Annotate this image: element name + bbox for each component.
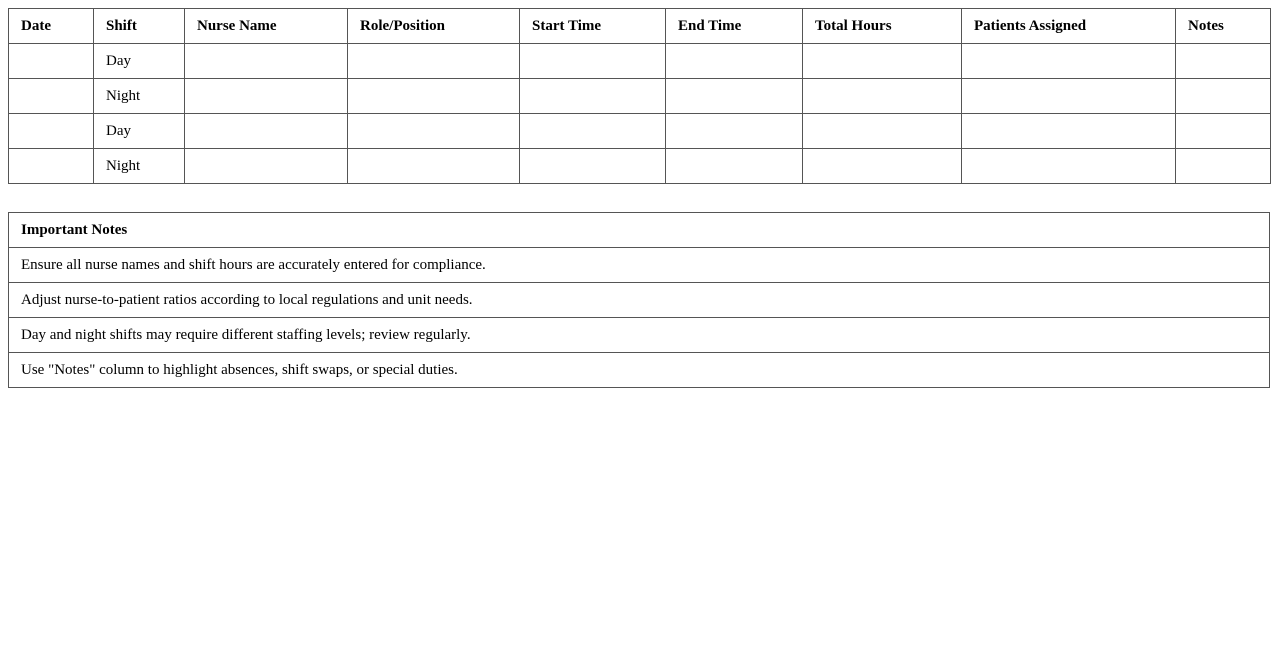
schedule-header-row (9, 9, 1271, 44)
cell-total-hours[interactable] (803, 79, 962, 114)
schedule-table (8, 8, 1271, 184)
list-item (9, 283, 1270, 318)
cell-end-time[interactable] (666, 79, 803, 114)
list-item (9, 353, 1270, 388)
header-end-time: End Time (666, 9, 803, 44)
header-notes: Notes (1176, 9, 1271, 44)
header-total-hours: Total Hours (803, 9, 962, 44)
note-text: Ensure all nurse names and shift hours are accurately entered for compliance. (9, 248, 1270, 283)
cell-patients-assigned[interactable] (962, 44, 1176, 79)
cell-notes[interactable] (1176, 79, 1271, 114)
header-shift: Shift (94, 9, 185, 44)
cell-notes[interactable] (1176, 149, 1271, 184)
cell-end-time[interactable] (666, 149, 803, 184)
header-role-position: Role/Position (348, 9, 520, 44)
cell-nurse-name[interactable] (185, 79, 348, 114)
cell-shift: Day (94, 114, 185, 149)
header-start-time: Start Time (520, 9, 666, 44)
cell-end-time[interactable] (666, 44, 803, 79)
cell-shift: Night (94, 79, 185, 114)
list-item (9, 318, 1270, 353)
cell-shift: Night (94, 149, 185, 184)
cell-notes[interactable] (1176, 114, 1271, 149)
cell-date[interactable] (9, 149, 94, 184)
cell-nurse-name[interactable] (185, 149, 348, 184)
note-text: Day and night shifts may require different staffing levels; review regularly. (9, 318, 1270, 353)
cell-nurse-name[interactable] (185, 114, 348, 149)
cell-shift: Day (94, 44, 185, 79)
cell-patients-assigned[interactable] (962, 114, 1176, 149)
header-date: Date (9, 9, 94, 44)
cell-end-time[interactable] (666, 114, 803, 149)
cell-role-position[interactable] (348, 149, 520, 184)
table-row (9, 44, 1271, 79)
cell-nurse-name[interactable] (185, 44, 348, 79)
cell-total-hours[interactable] (803, 114, 962, 149)
cell-start-time[interactable] (520, 114, 666, 149)
list-item (9, 248, 1270, 283)
cell-start-time[interactable] (520, 149, 666, 184)
cell-role-position[interactable] (348, 114, 520, 149)
note-text: Adjust nurse-to-patient ratios according to local regulations and unit needs. (9, 283, 1270, 318)
cell-date[interactable] (9, 79, 94, 114)
cell-role-position[interactable] (348, 44, 520, 79)
cell-date[interactable] (9, 44, 94, 79)
cell-date[interactable] (9, 114, 94, 149)
important-notes-title: Important Notes (9, 213, 1270, 248)
cell-start-time[interactable] (520, 79, 666, 114)
table-row (9, 149, 1271, 184)
notes-header-row (9, 213, 1270, 248)
cell-total-hours[interactable] (803, 44, 962, 79)
important-notes-table (8, 212, 1270, 388)
table-row (9, 114, 1271, 149)
cell-patients-assigned[interactable] (962, 79, 1176, 114)
cell-patients-assigned[interactable] (962, 149, 1176, 184)
cell-notes[interactable] (1176, 44, 1271, 79)
cell-start-time[interactable] (520, 44, 666, 79)
header-patients-assigned: Patients Assigned (962, 9, 1176, 44)
header-nurse-name: Nurse Name (185, 9, 348, 44)
table-row (9, 79, 1271, 114)
cell-role-position[interactable] (348, 79, 520, 114)
note-text: Use "Notes" column to highlight absences, shift swaps, or special duties. (9, 353, 1270, 388)
cell-total-hours[interactable] (803, 149, 962, 184)
